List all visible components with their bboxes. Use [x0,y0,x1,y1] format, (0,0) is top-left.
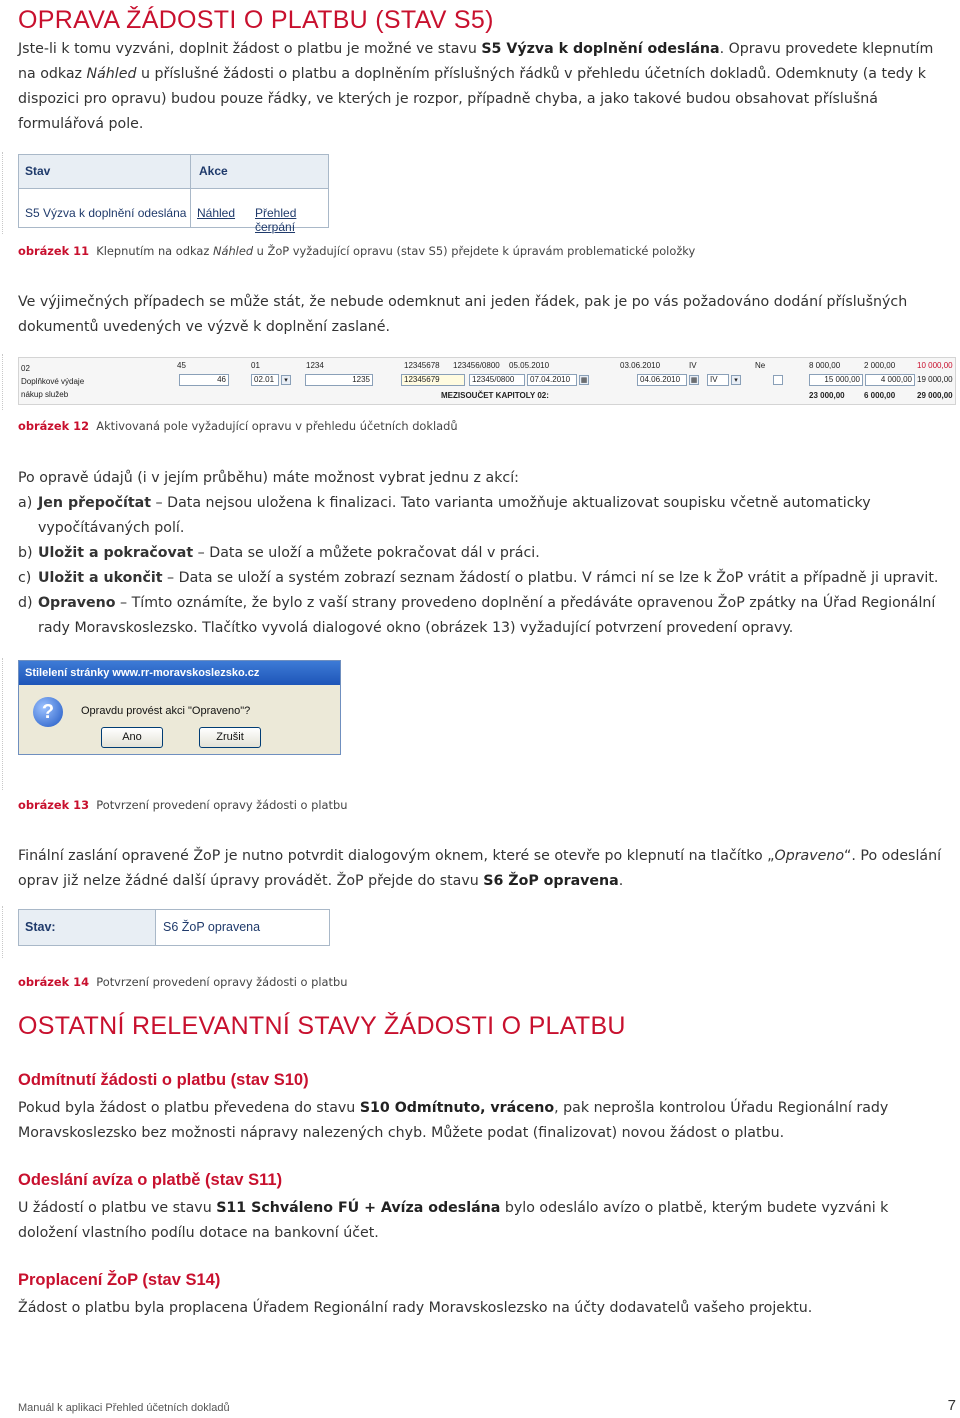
action-text: – Tímto oznámíte, že bylo z vaší strany provedeno doplnění a předáváte opravenou ŽoP zpátky na Úřad Regionální [115,595,936,611]
date-input[interactable]: 04.06.2010 [637,374,687,386]
text: “. Po odeslání oprav již nelze žádné další úpravy provádět. ŽoP přejde do stavu [18,848,942,889]
cell: 8 000,00 [809,361,841,370]
action-text: – Data nejsou uložena k finalizaci. Tato varianta umožňuje aktualizovat soupisku včetně automaticky [151,495,871,511]
column-header-akce: Akce [199,164,228,178]
cancel-button[interactable]: Zrušit [199,727,261,748]
subtotal-label: MEZISOUČET KAPITOLY 02: [441,391,549,400]
action-text: vypočítávaných polí. [38,520,185,536]
action-text: – Data se uloží a můžete pokračovat dál v práci. [193,545,540,561]
divider [2,152,3,234]
intro-paragraph [18,37,946,137]
actions-list [18,491,946,641]
status-name: S10 Odmítnuto, vráceno [359,1100,555,1116]
divider [2,658,3,790]
text: bylo odeslálo avízo o platbě, kterým budete vyzváni k doložení vlastního podílu dotace na bankovní účet. [18,1200,889,1241]
text: . [618,873,624,889]
table-row-subtotal [19,390,955,404]
status-name: S6 ŽoP opravena [483,873,619,889]
table-row-editable [19,374,955,388]
list-key: b) [18,545,33,561]
cell: 45 [177,361,186,370]
list-item [18,541,946,566]
chevron-down-icon[interactable]: ▾ [281,375,291,385]
question-icon: ? [33,697,63,727]
action-title: Opraveno [38,595,116,611]
cell: 1234 [306,361,324,370]
status-cell: S5 Výzva k doplnění odeslána [25,206,187,220]
figure-13-confirm-dialog [18,660,341,755]
amount-input[interactable]: 4 000,00 [865,374,915,386]
table-row-locked [19,360,955,374]
final-paragraph [18,844,946,894]
list-key: d) [18,595,33,611]
caption-text: Klepnutím na odkaz [96,244,213,258]
caption-label: obrázek 13 [18,798,90,812]
caption-figure-11 [18,244,695,258]
caption-label: obrázek 12 [18,419,90,433]
caption-emphasis: Náhled [212,244,254,258]
figure-11-status-table [18,154,329,234]
calendar-icon[interactable]: ▦ [580,377,588,384]
divider [2,354,3,410]
cell: 19 000,00 [917,375,953,384]
button-name: Opraveno [774,848,845,864]
dialog-message: Opravdu provést akci "Opraveno"? [81,705,251,717]
cell: 12345678 [404,361,440,370]
s14-paragraph: Žádost o platbu byla proplacena Úřadem Regionální rady Moravskoslezsko na účty dodavatelů vašeho projektu. [18,1300,813,1316]
caption-text: u ŽoP vyžadující opravu (stav S5) přejdete k úpravám problematické položky [253,244,696,258]
text: u příslušné žádosti o platbu a doplněním příslušných řádků v přehledu účetních dokladů. Odemknuty (a tedy k dispozici pro opravu) budou pouze řádky, ve kterých je rozpor, případně chyba, a jako takové budou obsahovat příslušná formulářová pole. [18,66,926,132]
cell: 29 000,00 [917,391,953,400]
cell: 03.06.2010 [620,361,661,370]
subheading-s11: Odeslání avíza o platbě (stav S11) [18,1171,283,1189]
text: Pokud byla žádost o platbu převedena do stavu [18,1100,360,1116]
action-title: Uložit a ukončit [38,570,163,586]
caption-text: Aktivovaná pole vyžadující opravu v přehledu účetních dokladů [96,419,458,433]
cell: 01 [251,361,260,370]
exception-paragraph: Ve výjimečných případech se může stát, že nebude odemknut ani jeden řádek, pak je po vás požadováno dodání příslušných dokumentů uvedených ve výzvě k doplnění zaslané. [18,294,908,335]
list-item [18,591,946,641]
status-name: S11 Schváleno FÚ + Avíza odeslána [216,1200,501,1216]
caption-figure-13 [18,798,347,812]
link-prehled-cerpani[interactable]: Přehled čerpání [255,206,297,234]
doc-number-input[interactable]: 1235 [305,374,373,386]
list-item [18,491,946,541]
cell: IV [689,361,697,370]
s11-paragraph [18,1196,946,1246]
status-value: S6 ŽoP opravena [163,920,261,934]
section-heading-oprava: OPRAVA ŽÁDOSTI O PLATBU (STAV S5) [18,6,494,34]
checkbox[interactable] [773,375,783,385]
amount-input[interactable]: 15 000,00 [809,374,863,386]
text: Jste-li k tomu vyzváni, doplnit žádost o platbu je možné ve stavu [18,41,482,57]
chevron-down-icon[interactable]: ▾ [731,375,741,385]
text: . Opravu provedete klepnutím na odkaz [18,41,934,82]
divider [2,906,3,958]
list-key: c) [18,570,32,586]
cell: Ne [755,361,766,370]
cell: 123456/0800 [453,361,500,370]
chapter-subname: nákup služeb [21,390,69,399]
status-name: S5 Výzva k doplnění odeslána [481,41,720,57]
bank-code-input[interactable]: 12345/0800 [469,374,525,386]
yes-button[interactable]: Ano [101,727,163,748]
date-input[interactable]: 07.04.2010 [527,374,577,386]
subheading-s14: Proplacení ŽoP (stav S14) [18,1271,221,1289]
account-input[interactable]: 12345679 [401,374,465,386]
footer-title: Manuál k aplikaci Přehled účetních dokladů [18,1402,230,1414]
calendar-icon[interactable]: ▦ [690,377,698,384]
cell: 23 000,00 [809,391,845,400]
cell: 10 000,00 [917,361,953,370]
chapter-code: 02 [21,364,30,373]
chapter-name: Doplňkové výdaje [21,377,85,386]
dialog-title: Stilelení stránky www.rr-moravskoslezsko.cz [19,661,340,685]
text: , pak neprošla kontrolou Úřadu Regionální rady Moravskoslezsko bez možnosti nápravy nalezených chyb. Můžete podat (finalizovat) novou žádost o platbu. [18,1100,889,1141]
column-header-stav: Stav [25,164,51,178]
action-text: – Data se uloží a systém zobrazí seznam žádostí o platbu. V rámci ní se lze k ŽoP vrátit a případně ji upravit. [162,570,939,586]
list-key: a) [18,495,33,511]
figure-14-status-box [18,909,330,946]
type-select[interactable]: IV [707,374,729,386]
s10-paragraph [18,1096,946,1146]
cell: 05.05.2010 [509,361,550,370]
caption-text: Potvrzení provedení opravy žádosti o platbu [96,975,348,989]
caption-figure-12 [18,419,458,433]
page-number: 7 [947,1397,956,1414]
list-item [18,566,946,591]
action-title: Uložit a pokračovat [38,545,194,561]
caption-figure-14 [18,975,347,989]
subheading-s10: Odmítnutí žádosti o platbu (stav S10) [18,1071,309,1089]
caption-text: Potvrzení provedení opravy žádosti o platbu [96,798,348,812]
text: Finální zaslání opravené ŽoP je nutno potvrdit dialogovým oknem, které se otevře po klepnutí na tlačítko „ [18,848,775,864]
figure-12-expense-table [18,357,956,405]
text: U žádostí o platbu ve stavu [18,1200,217,1216]
cell: 6 000,00 [864,391,896,400]
action-title: Jen přepočítat [38,495,152,511]
link-nahled[interactable]: Náhled [197,206,236,220]
section-heading-ostatni: OSTATNÍ RELEVANTNÍ STAVY ŽÁDOSTI O PLATBU [18,1012,626,1040]
link-name: Náhled [86,66,137,82]
status-label: Stav: [19,910,156,945]
action-text: rady Moravskoslezsko. Tlačítko vyvolá dialogové okno (obrázek 13) vyžadující potvrzení provedení opravy. [38,620,794,636]
chapter-select[interactable]: 02.01 [251,374,279,386]
caption-label: obrázek 11 [18,244,90,258]
caption-label: obrázek 14 [18,975,90,989]
cell: 2 000,00 [864,361,896,370]
actions-intro: Po opravě údajů (i v jejím průběhu) máte možnost vybrat jednu z akcí: [18,470,519,486]
row-number-input[interactable]: 46 [179,374,229,386]
